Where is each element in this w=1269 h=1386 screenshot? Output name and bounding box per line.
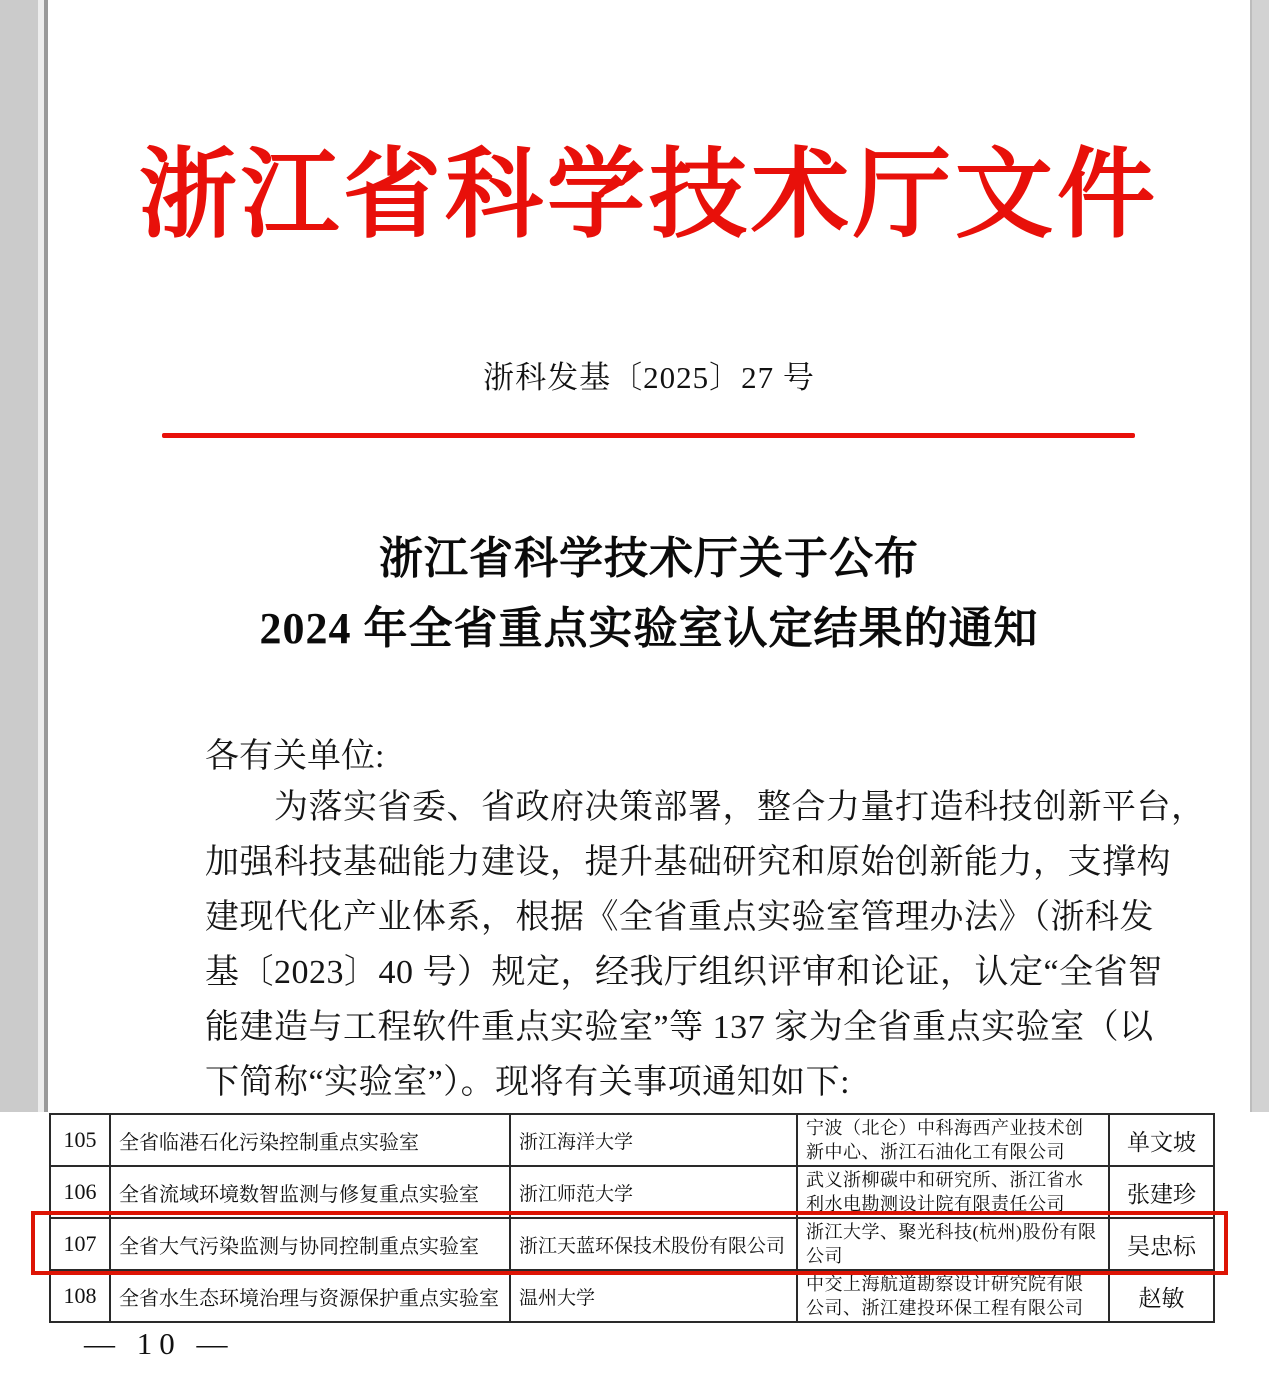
cell-row-number: 106 xyxy=(50,1166,110,1218)
notice-title-line2: 2024 年全省重点实验室认定结果的通知 xyxy=(259,604,1039,653)
cell-host-unit: 浙江海洋大学 xyxy=(510,1114,797,1166)
document-number: 浙科发基〔2025〕27 号 xyxy=(483,360,815,395)
scan-margin-left xyxy=(0,0,38,1112)
paragraph-line: 基〔2023〕40 号）规定，经我厅组织评审和论证，认定“全省智 xyxy=(205,954,1163,991)
body-paragraph xyxy=(205,780,1206,1110)
cell-partner-units: 武义浙柳碳中和研究所、浙江省水利水电勘测设计院有限责任公司 xyxy=(797,1166,1109,1218)
letterhead-title: 浙江省科学技术厅文件 xyxy=(138,142,1159,250)
cell-row-number: 107 xyxy=(50,1218,110,1270)
table-row-105 xyxy=(50,1114,1214,1166)
cell-lab-name: 全省临港石化污染控制重点实验室 xyxy=(110,1114,510,1166)
paragraph-line: 下简称“实验室”）。现将有关事项通知如下: xyxy=(205,1064,851,1101)
cell-host-unit: 浙江天蓝环保技术股份有限公司 xyxy=(510,1218,797,1270)
paragraph-line: 建现代化产业体系，根据《全省重点实验室管理办法》（浙科发 xyxy=(205,899,1154,936)
cell-partner-units: 浙江大学、聚光科技(杭州)股份有限公司 xyxy=(797,1218,1109,1270)
table-row-106 xyxy=(50,1166,1214,1218)
cell-host-unit: 温州大学 xyxy=(510,1270,797,1322)
cell-director: 吴忠标 xyxy=(1109,1218,1214,1270)
page-number: — 10 — xyxy=(84,1326,235,1361)
cell-row-number: 105 xyxy=(50,1114,110,1166)
notice-title-line1: 浙江省科学技术厅关于公布 xyxy=(379,534,919,583)
cell-director: 单文坡 xyxy=(1109,1114,1214,1166)
scan-margin-right xyxy=(1250,0,1269,1112)
cell-partner-units: 宁波（北仑）中科海西产业技术创新中心、浙江石油化工有限公司 xyxy=(797,1114,1109,1166)
lab-results-table xyxy=(49,1113,1215,1323)
letterhead-rule xyxy=(162,433,1135,438)
table-row-108 xyxy=(50,1270,1214,1322)
cell-partner-units: 中交上海航道勘察设计研究院有限公司、浙江建投环保工程有限公司 xyxy=(797,1270,1109,1322)
cell-lab-name: 全省流域环境数智监测与修复重点实验室 xyxy=(110,1166,510,1218)
cell-director: 张建珍 xyxy=(1109,1166,1214,1218)
cell-lab-name: 全省水生态环境治理与资源保护重点实验室 xyxy=(110,1270,510,1322)
paragraph-line: 加强科技基础能力建设，提升基础研究和原始创新能力，支撑构 xyxy=(205,844,1171,881)
cell-director: 赵敏 xyxy=(1109,1270,1214,1322)
paragraph-line: 能建造与工程软件重点实验室”等 137 家为全省重点实验室（以 xyxy=(205,1009,1154,1046)
cell-lab-name: 全省大气污染监测与协同控制重点实验室 xyxy=(110,1218,510,1270)
paragraph-line: 为落实省委、省政府决策部署，整合力量打造科技创新平台， xyxy=(274,789,1206,826)
table-row-107 xyxy=(50,1218,1214,1270)
cell-row-number: 108 xyxy=(50,1270,110,1322)
cell-host-unit: 浙江师范大学 xyxy=(510,1166,797,1218)
salutation: 各有关单位: xyxy=(205,738,385,775)
